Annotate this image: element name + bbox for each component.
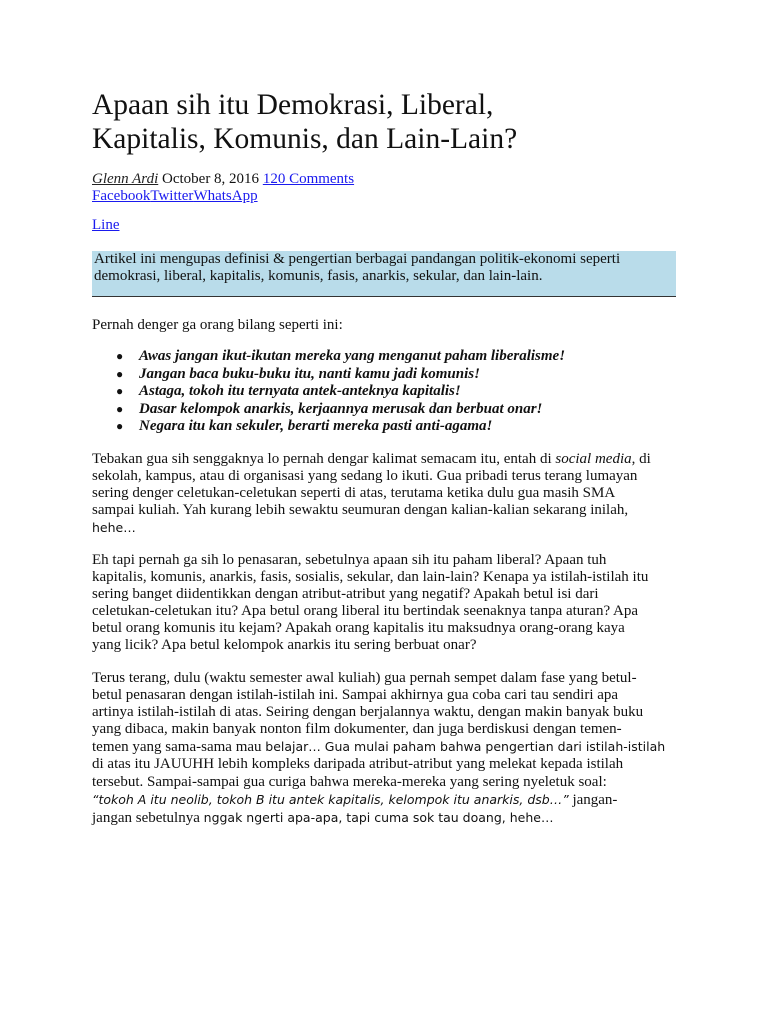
text-line: Eh tapi pernah ga sih lo penasaran, sebetulnya apaan sih itu paham liberal? Apaan tuh [92,552,607,568]
text-line: jangan- [568,791,618,808]
text-line: sering banget diidentikkan dengan atribut-atribut yang negatif? Apakah betul isi dari [92,586,599,603]
quote-text: Dasar kelompok anarkis, kerjaannya merusak dan berbuat onar! [139,400,543,417]
share-line [92,217,120,234]
list-item [92,366,565,384]
text-line: betul penasaran dengan istilah-istilah ini. Sampai akhirnya gua coba cari tau sendiri apa [92,687,619,704]
share-whatsapp-link[interactable]: WhatsApp [193,188,258,204]
text-line: di atas itu JAUUHH lebih kompleks daripada atribut-atribut yang melekat kepada istilah [92,756,624,773]
summary-line-2: demokrasi, liberal, kapitalis, komunis, fasis, anarkis, sekular, dan lain-lain. [94,268,543,284]
title-line-1: Apaan sih itu Demokrasi, Liberal, [92,89,494,121]
list-item [92,348,565,366]
text-line: yang licik? Apa betul kelompok anarkis itu sering berbuat onar? [92,637,477,654]
bullet-icon: ● [116,401,124,416]
share-links [92,188,258,205]
share-line-link[interactable]: Line [92,217,120,233]
quoted-remark: “tokoh A itu neolib, tokoh B itu antek kapitalis, kelompok itu anarkis, dsb…” [92,791,569,807]
text-line: sekolah, kampus, atau di organisasi yang sedang lo ikuti. Gua pribadi terus terang lumayan [92,468,638,485]
quote-text: Astaga, tokoh itu ternyata antek-anteknya kapitalis! [139,383,461,399]
bullet-icon: ● [116,384,124,398]
text-line: , di [631,451,651,467]
quote-list [92,348,565,436]
paragraph-2 [92,552,682,655]
text-line: kapitalis, komunis, anarkis, fasis, sosialis, sekular, dan lain-lain? Kenapa ya istilah-istilah itu [92,569,649,586]
publish-date: October 8, 2016 [158,171,263,187]
text-line: temen yang sama-sama mau [92,739,266,756]
text-line: yang dibaca, makin banyak nonton film dokumenter, dan juga berdiskusi dengan temen- [92,721,622,738]
text-line: tersebut. Sampai-sampai gua curiga bahwa mereka-mereka yang sering nyeletuk soal: [92,773,607,790]
bullet-icon: ● [116,366,124,381]
share-twitter-link[interactable]: Twitter [150,188,194,204]
summary-line-1: Artikel ini mengupas definisi & pengertian berbagai pandangan politik-ekonomi seperti [94,251,621,267]
title-line-2: Kapitalis, Komunis, dan Lain-Lain? [92,123,518,155]
share-facebook-link[interactable]: Facebook [92,188,151,204]
article-summary-box [92,251,676,297]
text-line: sampai kuliah. Yah kurang lebih sewaktu seumuran dengan kalian-kalian sekarang inilah, [92,502,629,519]
text-line: artinya istilah-istilah di atas. Seiring dengan berjalannya waktu, dengan makin banyak buku [92,704,644,721]
text-line: hehe… [92,520,136,536]
comments-link[interactable]: 120 Comments [262,171,355,187]
list-item [92,401,565,419]
text-line: jangan sebetulnya [92,809,204,826]
paragraph-3 [92,670,682,827]
text-line: sering denger celetukan-celetukan seperti di atas, terutama ketika dulu gua masih SMA [92,485,616,502]
list-item [92,418,565,436]
paragraph-1 [92,451,682,537]
quote-text: Jangan baca buku-buku itu, nanti kamu jadi komunis! [139,365,480,382]
article-meta [92,171,354,188]
text-line: Terus terang, dulu (waktu semester awal kuliah) gua pernah sempet dalam fase yang betul- [92,670,637,686]
author-name[interactable]: Glenn Ardi [92,171,159,187]
text-line: betul orang komunis itu kejam? Apakah orang kapitalis itu maksudnya orang-orang kaya [92,620,625,637]
text-line: nggak ngerti apa-apa, tapi cuma sok tau doang, hehe… [203,809,554,825]
intro-text: Pernah denger ga orang bilang seperti ini: [92,317,343,333]
bullet-icon: ● [116,349,124,363]
article-title [92,88,652,156]
quote-text: Awas jangan ikut-ikutan mereka yang menganut paham liberalisme! [139,348,566,364]
text-line: belajar… Gua mulai paham bahwa pengertian dari istilah-istilah [265,739,666,755]
list-item [92,383,565,401]
quote-text: Negara itu kan sekuler, berarti mereka pasti anti-agama! [139,418,493,434]
text-line: celetukan-celetukan itu? Apa betul orang liberal itu bertindak seenaknya tanpa aturan? Apa [92,603,639,620]
bullet-icon: ● [116,419,124,433]
emphasis-social-media: social media [555,451,632,467]
text-line: Tebakan gua sih senggaknya lo pernah dengar kalimat semacam itu, entah di [92,451,556,467]
